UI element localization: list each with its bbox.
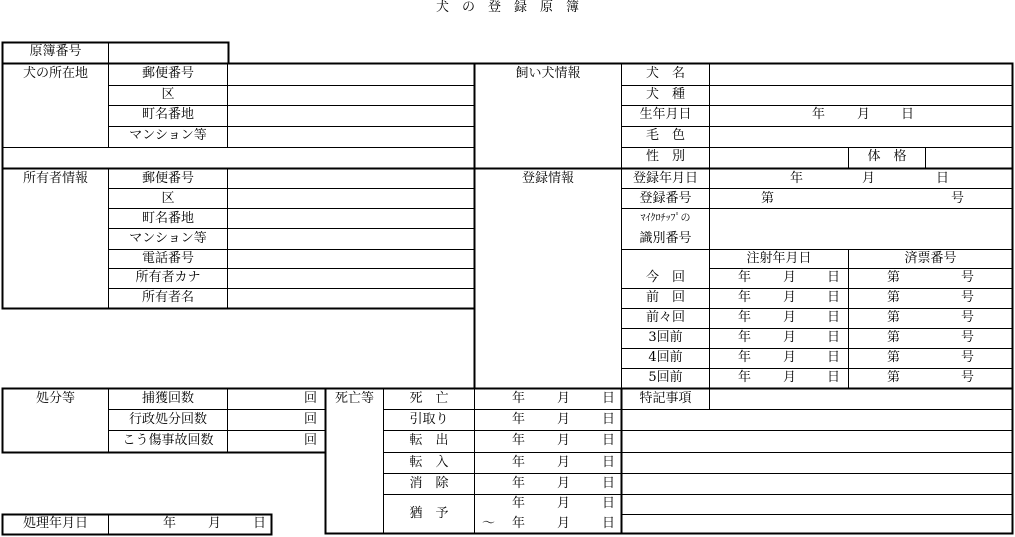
owner-name-label: 所有者名: [141, 290, 194, 305]
vaccination-day: 日: [827, 270, 841, 285]
vaccination-row-label: 前々回: [645, 310, 685, 325]
microchip-label-line1: ﾏｲｸﾛﾁｯﾌﾟの: [640, 213, 691, 224]
vaccination-year: 年: [738, 290, 752, 305]
ticket-prefix: 第: [887, 330, 901, 345]
vaccination-day: 日: [827, 350, 841, 365]
vaccination-month: 月: [783, 370, 797, 385]
registry-no-field[interactable]: [110, 43, 226, 63]
death-row-label: 消 除: [409, 476, 449, 491]
death-day: 日: [602, 476, 616, 491]
death-row-label: 転 出: [409, 433, 449, 448]
special-notes-label: 特記事項: [639, 391, 692, 406]
owner-kana-label: 所有者カナ: [135, 270, 201, 285]
death-month: 月: [557, 433, 571, 448]
death-year: 年: [512, 412, 526, 427]
death-month: 月: [557, 476, 571, 491]
death-month: 月: [557, 412, 571, 427]
ticket-suffix: 号: [961, 310, 975, 325]
registration-section-label: 登録情報: [521, 171, 574, 186]
vaccination-year: 年: [738, 370, 752, 385]
dog-name-label: 犬 名: [645, 66, 685, 81]
death-month: 月: [557, 455, 571, 470]
death-year: 年: [512, 391, 526, 406]
dog-section-label: 飼い犬情報: [515, 66, 581, 81]
death-month: 月: [557, 516, 571, 531]
registration-date-year: 年: [790, 171, 804, 186]
vaccination-row-label: 4回前: [648, 350, 683, 365]
dog-breed-label: 犬 種: [645, 87, 685, 102]
death-day: 日: [602, 455, 616, 470]
death-day: 日: [602, 496, 616, 511]
processing-date-day: 日: [253, 516, 267, 531]
vaccination-row-label: 今 回: [645, 270, 685, 285]
vaccination-row-label: 前 回: [645, 290, 685, 305]
death-day: 日: [602, 412, 616, 427]
bite-incident-count-label: こう傷事故回数: [122, 433, 214, 448]
vaccination-row-label: 3回前: [648, 330, 683, 345]
location-section-label: 犬の所在地: [22, 66, 88, 81]
registration-date-month: 月: [862, 171, 876, 186]
death-year: 年: [512, 516, 526, 531]
ticket-prefix: 第: [887, 370, 901, 385]
ticket-suffix: 号: [961, 330, 975, 345]
owner-building-label: マンション等: [129, 231, 207, 246]
vaccination-year: 年: [738, 350, 752, 365]
dog-birth-year: 年: [812, 107, 826, 122]
death-row-label: 死 亡: [409, 391, 449, 406]
death-section-label: 死亡等: [334, 391, 374, 406]
death-day: 日: [602, 516, 616, 531]
dog-birth-day: 日: [901, 107, 915, 122]
ticket-suffix: 号: [961, 290, 975, 305]
vaccination-row-label: 5回前: [648, 370, 683, 385]
page-title: 犬 の 登 録 原 簿: [435, 0, 579, 15]
vaccination-day: 日: [827, 370, 841, 385]
dog-color-label: 毛 色: [645, 128, 685, 143]
vaccination-month: 月: [783, 350, 797, 365]
owner-ward-label: 区: [161, 191, 175, 206]
admin-disposal-count-label: 行政処分回数: [128, 412, 207, 427]
owner-address-label: 町名番地: [141, 211, 194, 226]
ticket-prefix: 第: [887, 350, 901, 365]
vaccination-year: 年: [738, 270, 752, 285]
admin-disposal-count-unit: 回: [304, 412, 318, 427]
owner-section-label: 所有者情報: [22, 171, 88, 186]
vaccination-year: 年: [738, 330, 752, 345]
dog-sex-label: 性 別: [645, 149, 685, 164]
death-year: 年: [512, 433, 526, 448]
vaccination-month: 月: [783, 270, 797, 285]
ticket-prefix: 第: [887, 290, 901, 305]
death-month: 月: [557, 496, 571, 511]
registration-date-label: 登録年月日: [632, 171, 698, 186]
microchip-label-line2: 識別番号: [639, 231, 692, 246]
vaccination-month: 月: [783, 310, 797, 325]
vaccination-year: 年: [738, 310, 752, 325]
location-ward-label: 区: [161, 87, 175, 102]
ticket-suffix: 号: [961, 350, 975, 365]
death-day: 日: [602, 433, 616, 448]
vaccination-month: 月: [783, 290, 797, 305]
location-building-label: マンション等: [129, 128, 207, 143]
vaccination-day: 日: [827, 330, 841, 345]
death-year: 年: [512, 455, 526, 470]
capture-count-unit: 回: [304, 391, 318, 406]
death-row-label: 引取り: [409, 412, 449, 427]
death-year: 年: [512, 496, 526, 511]
death-row-label: 転 入: [409, 455, 449, 470]
ticket-number-header: 済票番号: [904, 251, 957, 266]
processing-date-month: 月: [208, 516, 222, 531]
ticket-suffix: 号: [961, 370, 975, 385]
capture-count-label: 捕獲回数: [141, 391, 194, 406]
processing-date-year: 年: [163, 516, 177, 531]
vaccination-date-header: 注射年月日: [746, 251, 812, 266]
death-year: 年: [512, 476, 526, 491]
dog-birth-month: 月: [857, 107, 871, 122]
registration-number-suffix: 号: [951, 191, 965, 206]
registration-number-prefix: 第: [761, 191, 775, 206]
ticket-prefix: 第: [887, 310, 901, 325]
death-row-label: 猶 予: [409, 506, 449, 521]
registration-date-day: 日: [936, 171, 950, 186]
owner-postal-label: 郵便番号: [141, 171, 194, 186]
location-postal-label: 郵便番号: [141, 66, 194, 81]
grace-period-tilde: ～: [482, 516, 496, 531]
registry-no-label: 原簿番号: [29, 44, 82, 59]
vaccination-month: 月: [783, 330, 797, 345]
owner-phone-label: 電話番号: [141, 251, 194, 266]
death-month: 月: [557, 391, 571, 406]
vaccination-day: 日: [827, 310, 841, 325]
bite-incident-count-unit: 回: [304, 433, 318, 448]
location-address-label: 町名番地: [141, 107, 194, 122]
disposal-section-label: 処分等: [35, 391, 75, 406]
processing-date-label: 処理年月日: [22, 516, 88, 531]
ticket-suffix: 号: [961, 270, 975, 285]
vaccination-day: 日: [827, 290, 841, 305]
dog-size-label: 体 格: [867, 149, 907, 164]
ticket-prefix: 第: [887, 270, 901, 285]
dog-birth-label: 生年月日: [639, 107, 692, 122]
death-day: 日: [602, 391, 616, 406]
registration-number-label: 登録番号: [639, 191, 692, 206]
